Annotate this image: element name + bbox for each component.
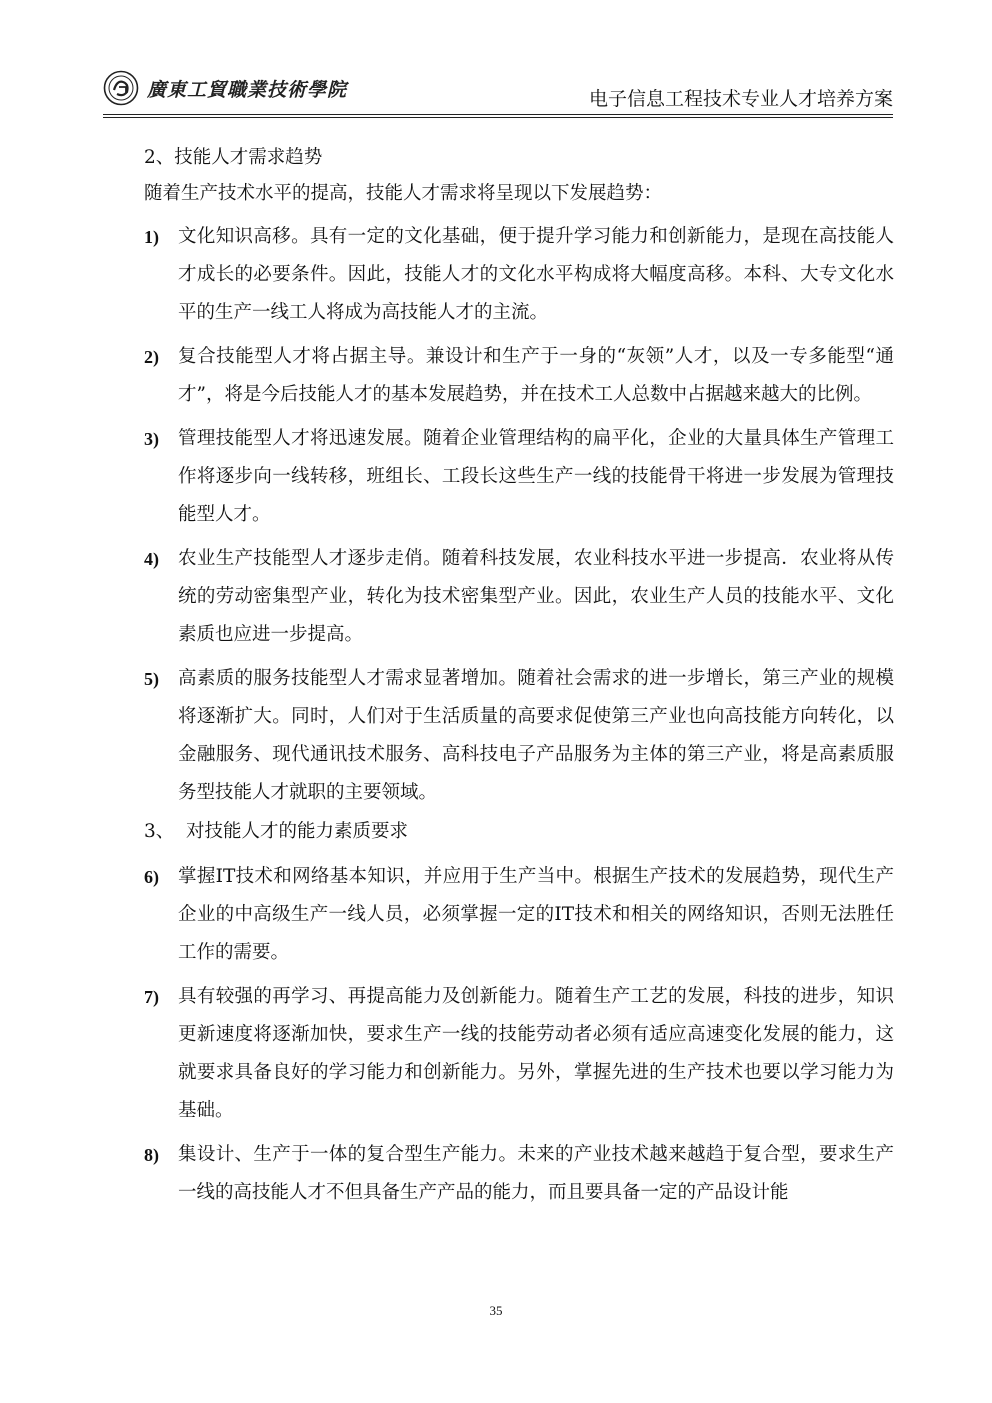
list-item-number: 6) [144,867,159,887]
list-item-number: 5) [144,669,159,689]
section-heading-2: 2、技能人才需求趋势 [144,147,323,168]
list-item-number: 3) [144,429,159,449]
list-item [144,540,894,654]
section-heading-3: 3、 对技能人才的能力素质要求 [144,821,409,842]
list-item-number: 4) [144,549,159,569]
document-title: 电子信息工程技术专业人才培养方案 [588,88,893,110]
list-item-text: 管理技能型人才将迅速发展。随着企业管理结构的扁平化，企业的大量具体生产管理工作将逐步向一线转移，班组长、工段长这些生产一线的技能骨干将进一步发展为管理技能型人才。 [178,428,894,525]
list-item-text: 农业生产技能型人才逐步走俏。随着科技发展，农业科技水平进一步提高．农业将从传统的劳动密集型产业，转化为技术密集型产业。因此，农业生产人员的技能水平、文化素质也应进一步提高。 [178,548,894,645]
list-item [144,338,894,414]
list-item-number: 1) [144,227,159,247]
list-item-text: 高素质的服务技能型人才需求显著增加。随着社会需求的进一步增长，第三产业的规模将逐渐扩大。同时，人们对于生活质量的高要求促使第三产业也向高技能方向转化，以金融服务、现代通讯技术服务、高科技电子产品服务为主体的第三产业，将是高素质服务型技能人才就职的主要领域。 [178,668,894,803]
school-logo [103,70,347,106]
list-item [144,1136,894,1212]
list-item-text: 复合技能型人才将占据主导。兼设计和生产于一身的“灰领”人才，以及一专多能型“通才”，将是今后技能人才的基本发展趋势，并在技术工人总数中占据越来越大的比例。 [178,346,894,405]
list-item [144,420,894,534]
school-seal-icon [103,70,139,106]
section-intro: 随着生产技术水平的提高，技能人才需求将呈现以下发展趋势： [144,183,663,204]
list-item-text: 掌握IT技术和网络基本知识，并应用于生产当中。根据生产技术的发展趋势，现代生产企业的中高级生产一线人员，必须掌握一定的IT技术和相关的网络知识，否则无法胜任工作的需要。 [178,866,894,963]
header-rule [103,114,893,115]
page-header [103,70,893,112]
list-item [144,858,894,972]
school-name: 廣東工貿職業技術學院 [147,78,348,101]
page-body [144,140,894,1212]
list-item [144,660,894,812]
header-rule-secondary [103,117,893,118]
list-item-number: 8) [144,1145,159,1165]
list-item-text: 具有较强的再学习、再提高能力及创新能力。随着生产工艺的发展，科技的进步，知识更新速度将逐渐加快，要求生产一线的技能劳动者必须有适应高速变化发展的能力，这就要求具备良好的学习能力和创新能力。另外，掌握先进的生产技术也要以学习能力为基础。 [178,986,894,1121]
list-item-text: 文化知识高移。具有一定的文化基础，便于提升学习能力和创新能力，是现在高技能人才成长的必要条件。因此，技能人才的文化水平构成将大幅度高移。本科、大专文化水平的生产一线工人将成为高技能人才的主流。 [178,226,894,323]
list-item-number: 7) [144,987,159,1007]
list-item [144,218,894,332]
list-item [144,978,894,1130]
list-item-number: 2) [144,347,159,367]
page-number: 35 [489,1303,503,1318]
list-item-text: 集设计、生产于一体的复合型生产能力。未来的产业技术越来越趋于复合型，要求生产一线的高技能人才不但具备生产产品的能力，而且要具备一定的产品设计能 [178,1144,894,1203]
